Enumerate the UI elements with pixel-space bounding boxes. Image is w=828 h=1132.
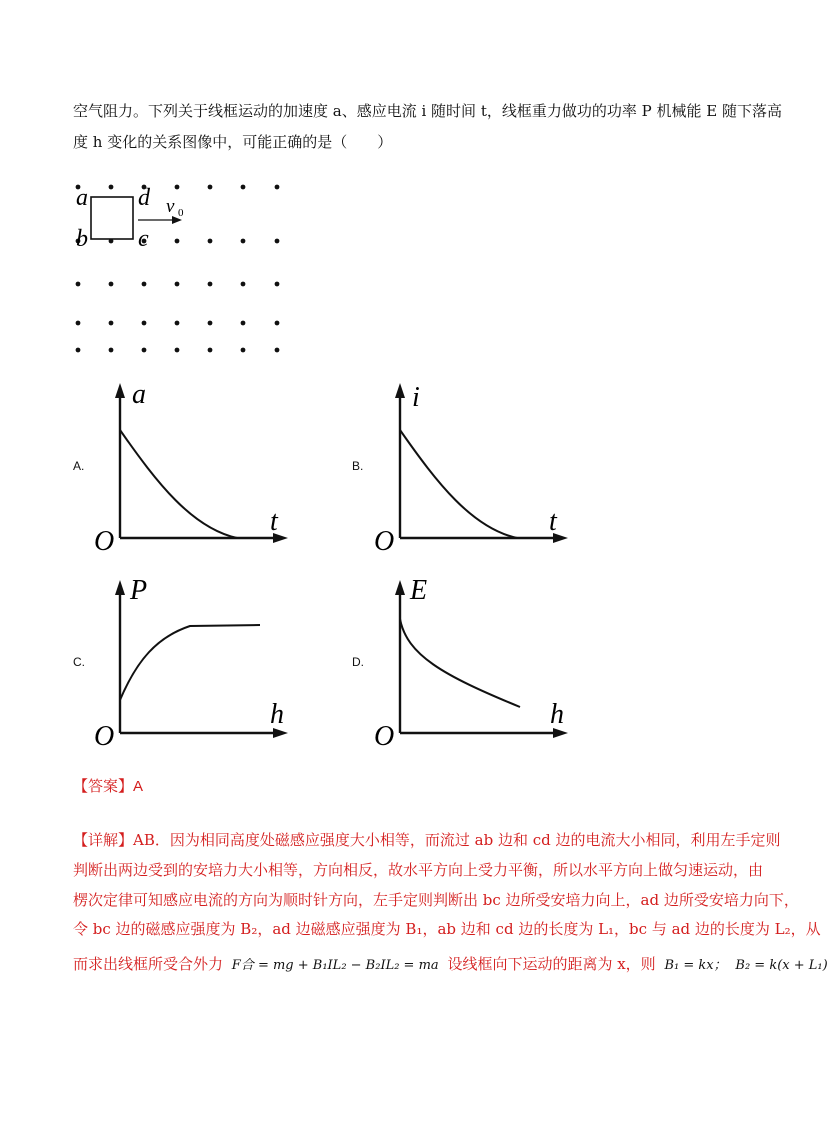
- x-axis-label-a: t: [270, 506, 278, 537]
- graph-option-a: [92, 378, 292, 557]
- velocity-label: v: [166, 196, 175, 217]
- wire-frame: [91, 197, 133, 239]
- x-axis-label-c: h: [270, 699, 284, 730]
- field-dot: [142, 348, 147, 353]
- x-axis-label-d: h: [550, 699, 564, 730]
- field-dot: [208, 282, 213, 287]
- field-dot: [109, 282, 114, 287]
- curve-c: [120, 625, 260, 700]
- field-dot: [241, 348, 246, 353]
- formula-b2: B₂ = k(x + L₁): [735, 958, 828, 973]
- field-dot: [275, 282, 280, 287]
- field-dot: [241, 239, 246, 244]
- detail-text-5-pre: 而求出线框所受合外力: [73, 955, 224, 973]
- velocity-subscript: 0: [178, 207, 184, 219]
- origin-label-b: O: [374, 526, 395, 557]
- magnetic-field-figure: [60, 175, 310, 365]
- field-dot: [208, 348, 213, 353]
- question-line-1: 空气阻力。下列关于线框运动的加速度 a、感应电流 i 随时间 t，线框重力做功的功率 P 机械能 E 随下落高: [73, 102, 782, 120]
- detail-line-5: [73, 949, 828, 981]
- field-dot: [175, 282, 180, 287]
- detail-text-1: AB．因为相同高度处磁感应强度大小相等，而流过 ab 边和 cd 边的电流大小相同，利用左手定则: [133, 831, 781, 849]
- origin-label-d: O: [374, 721, 395, 752]
- curve-b: [400, 430, 517, 538]
- graph-option-d: [372, 575, 572, 750]
- field-dot: [109, 348, 114, 353]
- field-dot: [76, 282, 81, 287]
- graph-option-c: [92, 575, 292, 750]
- field-dot: [76, 348, 81, 353]
- option-a-letter: A.: [73, 459, 85, 473]
- detail-line-4: 令 bc 边的磁感应强度为 B₂，ad 边磁感应强度为 B₁，ab 边和 cd 边的长度为 L₁，bc 与 ad 边的长度为 L₂，从: [73, 920, 821, 938]
- y-axis-label-b: i: [412, 382, 420, 413]
- option-b-letter: B.: [352, 459, 364, 473]
- field-dot: [208, 239, 213, 244]
- option-d-letter: D.: [352, 655, 364, 669]
- field-dot: [142, 321, 147, 326]
- detail-line-2: 判断出两边受到的安培力大小相等，方向相反，故水平方向上受力平衡，所以水平方向上做匀速运动，由: [73, 861, 764, 879]
- field-dot: [109, 185, 114, 190]
- graph-option-b: [372, 378, 572, 557]
- field-dot: [275, 348, 280, 353]
- detail-line-3: 楞次定律可知感应电流的方向为顺时针方向，左手定则判断出 bc 边所受安培力向上，ad 边所受安培力向下，: [73, 891, 799, 909]
- field-dot: [275, 185, 280, 190]
- y-axis-label-c: P: [130, 575, 148, 606]
- field-dot: [208, 321, 213, 326]
- field-dot: [241, 321, 246, 326]
- curve-a: [120, 430, 237, 538]
- corner-a-label: a: [76, 185, 88, 211]
- field-dot: [109, 321, 114, 326]
- field-dot: [241, 185, 246, 190]
- answer-value: A: [133, 778, 144, 795]
- x-axis-label-b: t: [549, 506, 557, 537]
- option-c-letter: C.: [73, 655, 85, 669]
- y-axis-label-d: E: [410, 575, 428, 606]
- answer-label: 【答案】: [73, 777, 134, 795]
- formula-net-force: F合 = mg + B₁IL₂ − B₂IL₂ = ma: [231, 958, 439, 973]
- curve-d: [400, 619, 520, 707]
- question-line-2: 度 h 变化的关系图像中，可能正确的是（ ）: [73, 133, 393, 151]
- origin-label-c: O: [94, 721, 115, 752]
- corner-c-label: c: [138, 226, 149, 252]
- detail-line-1: [73, 825, 781, 856]
- field-dot: [175, 185, 180, 190]
- corner-b-label: b: [76, 226, 88, 252]
- detail-label: 【详解】: [73, 831, 134, 849]
- y-axis-label-a: a: [132, 379, 146, 410]
- field-dot: [241, 282, 246, 287]
- field-dot: [208, 185, 213, 190]
- field-dot: [142, 282, 147, 287]
- origin-label-a: O: [94, 526, 115, 557]
- field-dot: [275, 321, 280, 326]
- field-dot: [175, 348, 180, 353]
- corner-d-label: d: [138, 185, 150, 211]
- field-dot: [76, 321, 81, 326]
- field-dot: [275, 239, 280, 244]
- answer-line: [73, 771, 143, 802]
- field-dot: [175, 321, 180, 326]
- field-dot: [175, 239, 180, 244]
- detail-text-5-mid: 设线框向下运动的距离为 x，则: [447, 955, 656, 973]
- formula-b1: B₁ = kx；: [664, 958, 727, 973]
